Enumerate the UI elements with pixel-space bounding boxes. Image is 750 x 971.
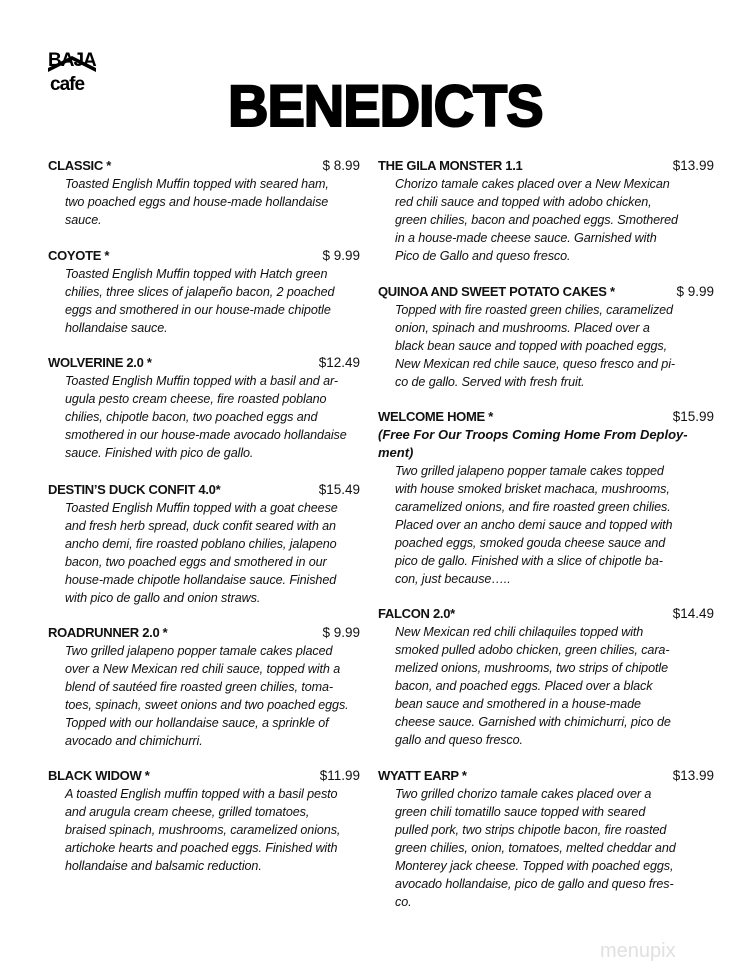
description-line: caramelized onions, and fire roasted green chilies. — [395, 500, 671, 514]
description-line: ugula pesto cream cheese, fire roasted poblano — [65, 392, 327, 406]
item-header — [378, 767, 714, 785]
svg-text:BAJA: BAJA — [48, 50, 96, 71]
description-line: Two grilled jalapeno popper tamale cakes placed — [65, 644, 333, 658]
item-header — [48, 624, 360, 642]
description-line: chilies, three slices of jalapeño bacon, 2 poached — [65, 285, 335, 299]
description-line: Toasted English Muffin topped with a basil and ar- — [65, 374, 338, 388]
item-price: $15.49 — [318, 482, 360, 497]
description-line: artichoke hearts and poached eggs. Finished with — [65, 841, 338, 855]
description-line: bacon, and poached eggs. Placed over a black — [395, 679, 653, 693]
item-description — [48, 372, 360, 462]
description-line: and fresh herb spread, duck confit seared with an — [65, 519, 336, 533]
item-name: ROADRUNNER 2.0 * — [48, 625, 168, 640]
item-name: THE GILA MONSTER 1.1 — [378, 158, 523, 173]
item-price: $11.99 — [319, 768, 360, 783]
menu-item-classic — [48, 157, 360, 229]
description-line: over a New Mexican red chili sauce, topped with a — [65, 662, 341, 676]
menu-item-black-widow — [48, 767, 360, 875]
description-line: green chili tomatillo sauce topped with seared — [395, 805, 646, 819]
menu-item-wolverine — [48, 354, 360, 462]
item-description — [378, 301, 714, 391]
item-name: WYATT EARP * — [378, 768, 467, 783]
description-line: Two grilled chorizo tamale cakes placed over a — [395, 787, 652, 801]
menu-item-quinoa-sweet-potato — [378, 283, 714, 391]
menu-item-gila-monster — [378, 157, 714, 265]
svg-text:cafe: cafe — [50, 74, 85, 92]
description-line: smothered in our house-made avocado hollandaise — [65, 428, 347, 442]
item-description — [48, 175, 360, 229]
description-line: Toasted English Muffin topped with a goat cheese — [65, 501, 338, 515]
description-line: Topped with our hollandaise sauce, a sprinkle of — [65, 716, 329, 730]
description-line: Monterey jack cheese. Topped with poached eggs, — [395, 859, 674, 873]
item-header — [48, 767, 360, 785]
description-line: sauce. — [65, 213, 102, 227]
menu-item-falcon — [378, 605, 714, 749]
description-line: black bean sauce and topped with poached eggs, — [395, 339, 667, 353]
item-price: $12.49 — [318, 355, 360, 370]
menu-item-roadrunner — [48, 624, 360, 750]
item-name: CLASSIC * — [48, 158, 112, 173]
description-line: and arugula cream cheese, grilled tomatoes, — [65, 805, 310, 819]
description-line: Chorizo tamale cakes placed over a New Mexican — [395, 177, 670, 191]
item-description — [378, 462, 714, 588]
description-line: Toasted English Muffin topped with Hatch green — [65, 267, 328, 281]
item-header — [48, 481, 360, 499]
description-line: con, just because….. — [395, 572, 511, 586]
item-name: BLACK WIDOW * — [48, 768, 150, 783]
item-name: WOLVERINE 2.0 * — [48, 355, 152, 370]
description-line: toes, spinach, sweet onions and two poached eggs. — [65, 698, 349, 712]
description-line: cheese sauce. Garnished with chimichurri, pico de — [395, 715, 671, 729]
description-line: Toasted English Muffin topped with seared ham, — [65, 177, 329, 191]
description-line: avocado and chimichurri. — [65, 734, 203, 748]
item-name: WELCOME HOME * — [378, 409, 493, 424]
item-header — [378, 408, 714, 426]
item-description — [48, 265, 360, 337]
item-price: $13.99 — [672, 768, 714, 783]
description-line: onion, spinach and mushrooms. Placed over a — [395, 321, 650, 335]
menu-item-wyatt-earp — [378, 767, 714, 911]
description-line: sauce. Finished with pico de gallo. — [65, 446, 254, 460]
item-header — [48, 247, 360, 265]
item-price: $15.99 — [672, 409, 714, 424]
description-line: bean sauce and smothered in a house-made — [395, 697, 641, 711]
item-description — [378, 785, 714, 911]
description-line: Two grilled jalapeno popper tamale cakes topped — [395, 464, 664, 478]
item-description — [378, 623, 714, 749]
description-line: Topped with fire roasted green chilies, caramelized — [395, 303, 673, 317]
item-price: $ 9.99 — [676, 284, 714, 299]
description-line: smoked pulled adobo chicken, green chilies, cara- — [395, 643, 670, 657]
description-line: pico de gallo. Finished with a slice of chipotle ba- — [395, 554, 663, 568]
item-name: DESTIN’S DUCK CONFIT 4.0* — [48, 482, 221, 497]
description-line: hollandaise sauce. — [65, 321, 168, 335]
description-line: with house smoked brisket machaca, mushrooms, — [395, 482, 670, 496]
description-line: two poached eggs and house-made hollandaise — [65, 195, 329, 209]
description-line: ancho demi, fire roasted poblano chilies, jalapeno — [65, 537, 337, 551]
description-line: braised spinach, mushrooms, caramelized onions, — [65, 823, 341, 837]
item-header — [378, 605, 714, 623]
item-price: $14.49 — [672, 606, 714, 621]
menu-item-coyote — [48, 247, 360, 337]
item-price: $ 9.99 — [322, 248, 360, 263]
item-description — [48, 785, 360, 875]
description-line: blend of sautéed fire roasted green chilies, toma- — [65, 680, 334, 694]
item-price: $ 8.99 — [322, 158, 360, 173]
description-line: Pico de Gallo and queso fresco. — [395, 249, 571, 263]
description-line: A toasted English muffin topped with a basil pesto — [65, 787, 338, 801]
item-description — [48, 499, 360, 607]
item-subtitle-line: ment) — [378, 445, 414, 460]
description-line: co de gallo. Served with fresh fruit. — [395, 375, 585, 389]
item-name: FALCON 2.0* — [378, 606, 455, 621]
item-name: COYOTE * — [48, 248, 110, 263]
description-line: green chilies, bacon and poached eggs. Smothered — [395, 213, 678, 227]
item-header — [48, 157, 360, 175]
description-line: house-made chipotle hollandaise sauce. Finished — [65, 573, 337, 587]
menu-item-welcome-home — [378, 408, 714, 588]
description-line: red chili sauce and topped with adobo chicken, — [395, 195, 652, 209]
description-line: chilies, chipotle bacon, two poached eggs and — [65, 410, 318, 424]
item-name: QUINOA AND SWEET POTATO CAKES * — [378, 284, 615, 299]
menu-item-destins-duck-confit — [48, 481, 360, 607]
item-description — [378, 175, 714, 265]
baja-cafe-logo — [46, 48, 102, 92]
description-line: green chilies, onion, tomatoes, melted cheddar and — [395, 841, 676, 855]
description-line: in a house-made cheese sauce. Garnished with — [395, 231, 657, 245]
item-header — [48, 354, 360, 372]
item-header — [378, 283, 714, 301]
description-line: Placed over an ancho demi sauce and topped with — [395, 518, 673, 532]
description-line: bacon, two poached eggs and smothered in our — [65, 555, 327, 569]
description-line: New Mexican red chili chilaquiles topped with — [395, 625, 644, 639]
item-price: $ 9.99 — [322, 625, 360, 640]
page-title: BENEDICTS — [228, 72, 543, 139]
description-line: gallo and queso fresco. — [395, 733, 523, 747]
item-price: $13.99 — [672, 158, 714, 173]
watermark: menupix — [600, 940, 676, 962]
description-line: hollandaise and balsamic reduction. — [65, 859, 262, 873]
description-line: avocado hollandaise, pico de gallo and queso fres- — [395, 877, 674, 891]
item-header — [378, 157, 714, 175]
item-subtitle-line: (Free For Our Troops Coming Home From Deploy- — [378, 427, 688, 442]
description-line: New Mexican red chile sauce, queso fresco and pi- — [395, 357, 676, 371]
item-description — [48, 642, 360, 750]
description-line: poached eggs, smoked gouda cheese sauce and — [395, 536, 666, 550]
description-line: with pico de gallo and onion straws. — [65, 591, 261, 605]
description-line: melized onions, mushrooms, two strips of chipotle — [395, 661, 668, 675]
description-line: co. — [395, 895, 412, 909]
description-line: eggs and smothered in our house-made chipotle — [65, 303, 331, 317]
description-line: pulled pork, two strips chipotle bacon, fire roasted — [395, 823, 667, 837]
